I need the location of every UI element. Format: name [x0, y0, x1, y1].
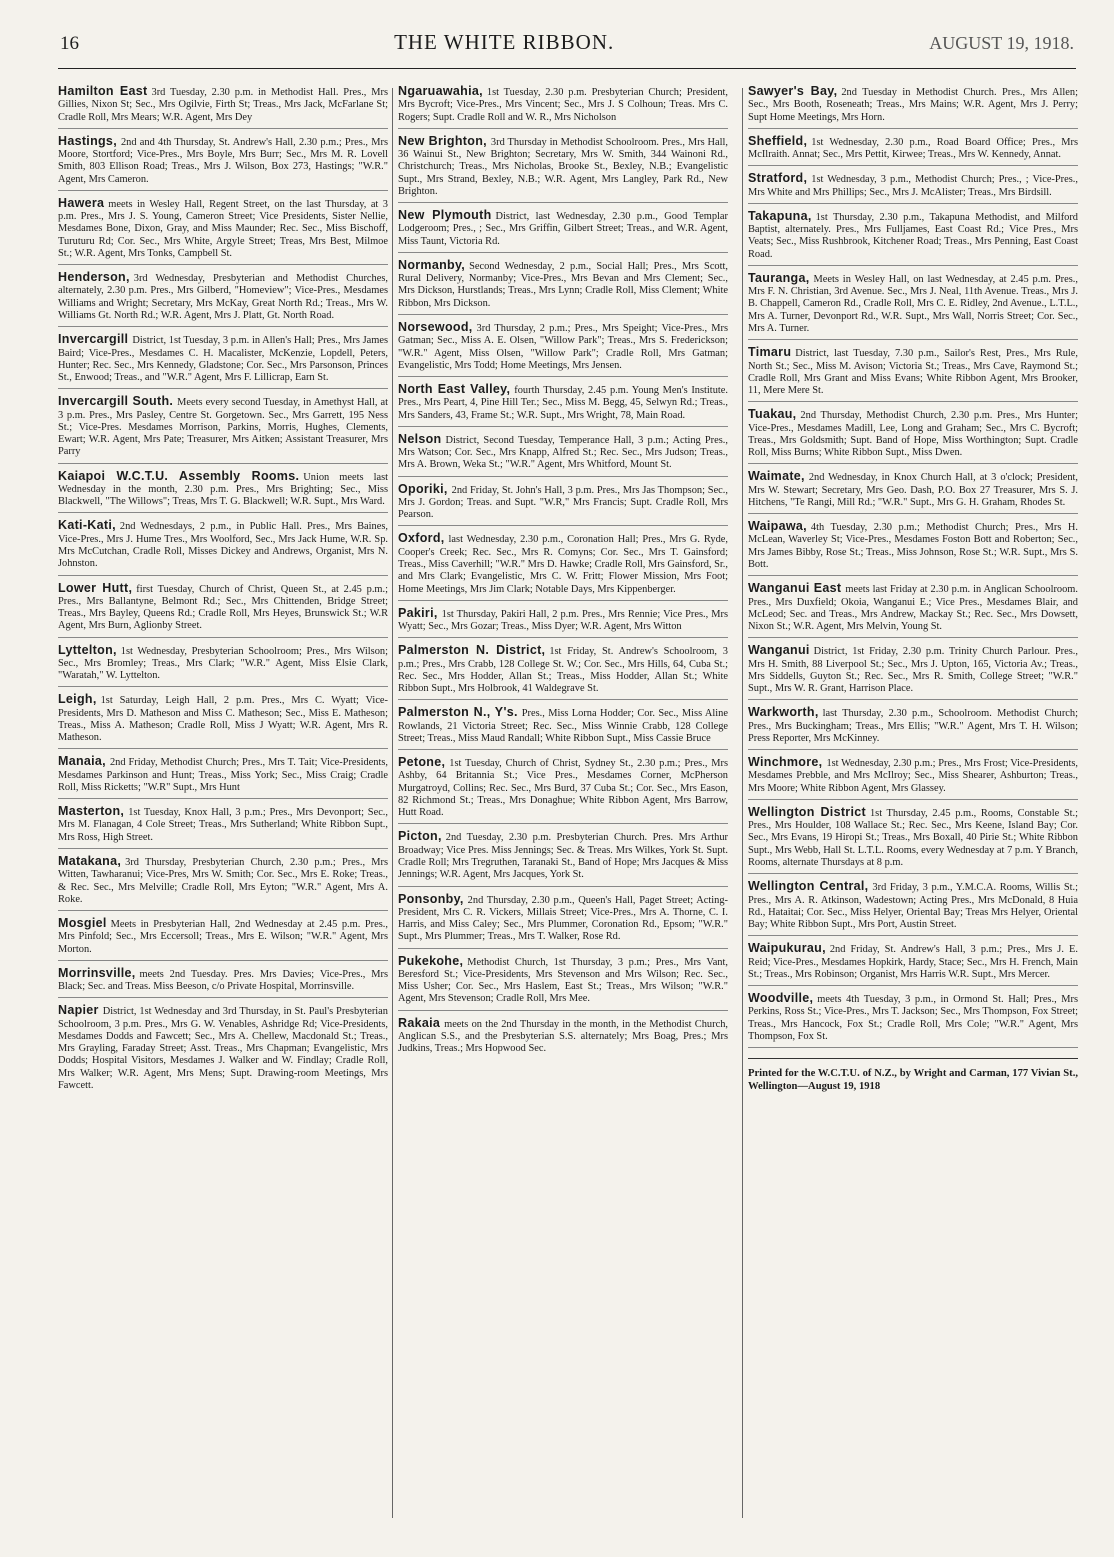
union-name: Norsewood, [398, 319, 473, 334]
union-details: District, 1st Friday, 2.30 p.m. Trinity Church Parlour. Pres., Mrs H. Smith, 88 Liverpool St.; Sec., Mrs J. Upton, 165, Victoria Av.; Treas., Mrs Siddells, Guyton St.; Rec. Sec., Mrs R. Smith, College Street; "W.R." Supt., Mrs W. R. Grant, Harrison Place. [748, 646, 1078, 695]
union-entry [748, 271, 1078, 340]
union-entry [398, 643, 728, 700]
union-details: 3rd Wednesday, Presbyterian and Methodist Churches, alternately, 2.30 p.m. Pres., Mrs Gilberd, "Homeview"; Vice-Pres., Mesdames Williams and Wright; Secretary, Mrs McKay, Great North Rd.; Treas., Mrs W. Williams Gt. North Rd.; W.R. Agent, Mrs J. Platt, Gt. North Road. [58, 273, 388, 321]
union-entry [58, 916, 388, 961]
union-details: first Tuesday, Church of Christ, Queen St., at 2.45 p.m.; Pres., Mrs Ballantyne, Belmont Rd.; Sec., Mrs Chittenden, Bridge Street; Treas., Mrs Bayley, Queens Rd.; Cradle Roll, Mrs Heyes, Brunswick St.; W.R Agent, Mrs Burn, Aglionby Street. [58, 583, 388, 632]
union-details: 2nd Wednesday, in Knox Church Hall, at 3 o'clock; President, Mrs W. Stewart; Secretary, Mrs Geo. Dash, P.O. Box 27 Treasurer, Mrs S. J. Hitchens, "Te Rangi, Mill Rd.; "W.R." Supt., Mrs G. H. Graham, Rhodes St. [748, 472, 1078, 508]
union-entry [58, 854, 388, 911]
union-details: 2nd Friday, St. Andrew's Hall, 3 p.m.; Pres., Mrs J. E. Reid; Vice-Pres., Mesdames Hopkirk, Hardy, Stace; Sec., Mrs H. French, Main St.; Treas., Mrs Robinson; Organist, Mrs Harris W.R. Supt., Mrs Mercer. [748, 944, 1078, 980]
union-entry [398, 892, 728, 949]
union-name: Warkworth, [748, 705, 819, 720]
union-details: 3rd Friday, 3 p.m., Y.M.C.A. Rooms, Willis St.; Pres., Mrs A. R. Atkinson, Wadestown; Acting Pres., Mrs McDonald, 8 Huia Rd., Hataitai; Cor. Sec., Miss Helyer, Oriental Bay; Treas Mrs Helyer, Oriental Bay; White Ribbon Supt., Mrs Port, Austin Street. [748, 882, 1078, 931]
union-entry [398, 482, 728, 527]
union-details: District, last Tuesday, 7.30 p.m., Sailor's Rest, Pres., Mrs Rule, North St.; Sec., Miss M. Avison; Victoria St.; Treas., Mrs Cave, Raymond St.; Cradle Roll, Mrs Grant and Miss Evans; White Ribbon Agent, Mrs Brooker, 11, Mere Mere St. [748, 348, 1078, 397]
union-name: Oporiki, [398, 481, 448, 496]
union-details: 4th Tuesday, 2.30 p.m.; Methodist Church; Pres., Mrs H. McLean, Waverley St; Vice-Pres., Mesdames Foston Bott and Roberton; Sec., Mrs James Bibby, Rose St.; Treas., Miss Johnson, Rose St.; W.R. Supt., Mrs S. Bott. [748, 522, 1078, 570]
union-details: Pres., Miss Lorna Hodder; Cor. Sec., Miss Aline Rowlands, 21 Victoria Street; Rec. Sec., Miss Winnie Crabb, 128 College Street; Treas., Miss Maud Randall; White Ribbon Supt., Miss Cassie Bruce [398, 708, 728, 744]
union-entry [748, 755, 1078, 800]
union-details: 1st Wednesday, 2.30 p.m.; Pres., Mrs Frost; Vice-Presidents, Mesdames Prebble, and Mrs McIlroy; Sec., Miss Shearer, Ashburton; Treas., Mrs Moore; White Ribbon Agent, Mrs Glassey. [748, 758, 1078, 794]
union-name: Palmerston N., Y's. [398, 705, 518, 720]
union-name: Morrinsville, [58, 965, 136, 980]
union-details: fourth Thursday, 2.45 p.m. Young Men's Institute. Pres., Mrs Peart, 4, Pine Hill Ter.; Sec., Miss M. Begg, 45, Selwyn Rd.; Treas., Mrs Sanders, 43, Frame St.; W.R. Supt., Mrs Wright, 78, Main Road. [398, 385, 728, 421]
union-entry [398, 320, 728, 377]
union-entry [748, 171, 1078, 204]
union-entry [748, 134, 1078, 167]
union-entry [58, 692, 388, 749]
union-name: Picton, [398, 829, 442, 844]
union-entry [58, 332, 388, 389]
union-name: Ngaruawahia, [398, 84, 483, 98]
union-name: Kati-Kati, [58, 518, 116, 533]
union-name: Petone, [398, 755, 446, 770]
union-name: Waipawa, [748, 519, 807, 534]
union-details: last Wednesday, 2.30 p.m., Coronation Hall; Pres., Mrs G. Ryde, Cooper's Creek; Rec. Sec., Mrs R. Comyns; Cor. Sec., Mrs T. Gainsford; Treas., Miss Caverhill; "W.R." Mrs D. Hawke; Cradle Roll, Mrs Gainsford, Sr., and Mrs Clark; Evangelistic, Mrs C. W. Fritt; Flower Mission, Mrs Foot; Home Meetings, Mrs Jim Clark; Notable Days, Mrs Kippenberger. [398, 534, 728, 595]
union-entry [58, 518, 388, 575]
union-name: Masterton, [58, 804, 125, 819]
union-details: Union meets last Wednesday in the month, 2.30 p.m. Pres., Mrs Brighting; Sec., Miss Blackwell, "The Willows"; Treas, Mrs T. G. Blackwell; W.R. Supt., Mrs Ward. [58, 471, 388, 508]
union-details: meets 4th Tuesday, 3 p.m., in Ormond St. Hall; Pres., Mrs Perkins, Ross St.; Vice-Pres., Mrs T. Jackson; Sec., Mrs Thompson, Fox Street; Treas., Mrs Hancock, Fox St.; Cradle Roll, Mrs Cole; "W.R." Agent, Mrs Thompson, Fox St. [748, 994, 1078, 1042]
printer-imprint: Printed for the W.C.T.U. of N.Z., by Wright and Carman, 177 Vivian St., Wellington—August 19, 1918 [748, 1058, 1078, 1093]
union-name: Waimate, [748, 469, 805, 484]
union-details: last Thursday, 2.30 p.m., Schoolroom. Methodist Church; Pres., Mrs Buckingham; Treas., Mrs Ellis; "W.R." Agent, Mrs T. H. Wilson; Press Reporter, Mrs McKinney. [748, 708, 1078, 744]
union-name: Normanby, [398, 257, 466, 272]
union-entry [748, 879, 1078, 936]
union-details: 1st Thursday, Pakiri Hall, 2 p.m. Pres., Mrs Rennie; Vice Pres., Mrs Wyatt; Sec., Mrs Gozar; Treas., Miss Dyer; W.R. Agent, Mrs Witton [398, 608, 728, 633]
union-details: 2nd Thursday, Methodist Church, 2.30 p.m. Pres., Mrs Hunter; Vice-Pres., Mesdames Madill, Lee, Long and Graham; Sec., Mrs C. Bycroft; Treas., Mrs Goldsmith; Supt. Band of Hope, Miss Worthington; Supt. Cradle Roll, Miss Burns; White Ribbon Supt., Miss Dwen. [748, 410, 1078, 459]
union-entry [748, 345, 1078, 402]
union-details: 2nd Tuesday in Methodist Church. Pres., Mrs Allen; Sec., Mrs Booth, Roseneath; Treas., Mrs Mains; W.R. Agent, Mrs J. Perry; Supt Home Meetings, Mrs Horn. [748, 87, 1078, 123]
column-2 [398, 84, 728, 1524]
union-name: Rakaia [398, 1015, 441, 1030]
column-1 [58, 84, 388, 1524]
union-name: Sawyer's Bay, [748, 84, 838, 98]
union-name: Hamilton East [58, 84, 148, 98]
union-details: 1st Wednesday, 3 p.m., Methodist Church; Pres., ; Vice-Pres., Mrs White and Mrs Phillips; Sec., Mrs J. McAlister; Treas., Mrs Birdsill. [748, 174, 1078, 198]
union-name: Wellington District [748, 804, 866, 819]
union-entry [398, 954, 728, 1011]
union-entry [398, 208, 728, 253]
column-divider [392, 88, 393, 1518]
union-details: meets last Friday at 2.30 p.m. in Anglican Schoolroom. Pres., Mrs Duxfield; Okoia, Wanganui E.; Vice Pres., Mesdames Blair, and McLeod; Sec. and Treas., Mrs Andrew, Mackay St.; Rec. Sec., Mrs Dowsett, Nixon St.; W.R. Agent, Mrs Melvin, Young St. [748, 584, 1078, 633]
union-name: Lower Hutt, [58, 580, 133, 595]
union-name: Manaia, [58, 754, 106, 769]
union-name: Lyttelton, [58, 642, 117, 657]
union-details: 3rd Tuesday, 2.30 p.m. in Methodist Hall. Pres., Mrs Gillies, Nixon St; Sec., Mrs Ogilvie, Firth St; Treas., Mrs Jack, McFarlane St; Cradle Roll, Mrs Mears; W.R. Agent, Mrs Dey [58, 87, 388, 123]
union-entry [748, 84, 1078, 129]
union-name: Hastings, [58, 133, 117, 148]
union-name: Takapuna, [748, 208, 812, 223]
union-details: Methodist Church, 1st Thursday, 3 p.m.; Pres., Mrs Vant, Beresford St.; Vice-Presidents, Mrs Stevenson and Mrs Wilson; Rec. Sec., Miss Usher; Cor. Sec., Mrs Haslem, East St.; Treas., Mrs Wilson; "W.R." Agent, Mrs Stevenson; Cradle Roll, Mrs Mee. [398, 956, 728, 1005]
union-details: 2nd Tuesday, 2.30 p.m. Presbyterian Church. Pres. Mrs Arthur Broadway; Vice Pres. Miss Jennings; Sec. & Treas. Mrs Wilkes, York St. Supt. Cradle Roll; Mrs Tregruthen, Taranaki St., Band of Hope; Mrs Jacques & Miss Jennings; W.R. Agent, Mrs Jacques, York St. [398, 832, 728, 881]
union-entry [748, 805, 1078, 874]
union-entry [748, 643, 1078, 700]
union-name: Wanganui [748, 643, 810, 658]
union-details: meets in Wesley Hall, Regent Street, on the last Thursday, at 3 p.m. Pres., Mrs J. S. Young, Cameron Street; Vice Presidents, Sister Nellie, Mesdames Bone, Dixon, Gray, and Miss Maunder; Rec. Sec., Miss Bischoff, Turuturu Rd; Cor. Sec., Mrs White, Argyle Street; Treas, Mrs Best, Milmoe St.; W.R. Agent, Mrs Tonks, Campbell St. [58, 198, 388, 259]
union-details: Meets in Presbyterian Hall, 2nd Wednesday at 2.45 p.m. Pres., Mrs Pinfold; Sec., Mrs Eccersoll; Treas., Mrs E. Wilson; "W.R." Agent, Mrs Morton. [58, 919, 388, 955]
union-entry [58, 84, 388, 129]
union-entry [748, 407, 1078, 464]
union-name: Invercargill [58, 332, 129, 347]
union-name: Palmerston N. District, [398, 643, 546, 658]
union-entry [58, 643, 388, 688]
union-details: 1st Friday, St. Andrew's Schoolroom, 3 p.m.; Pres., Mrs Crabb, 128 College St. W.; Cor. Sec., Mrs Hills, 64, Cuba St.; Rec. Sec., Mrs Hodder, Allan St.; Treas., Miss Hodder, Allan St.; White Ribbon Supt., Mrs Holbrook, 41 Waldegrave St. [398, 646, 728, 695]
union-entry [398, 1016, 728, 1060]
union-entry [748, 469, 1078, 514]
union-entry [398, 432, 728, 477]
union-entry [748, 209, 1078, 266]
union-details: 1st Wednesday, Presbyterian Schoolroom; Pres., Mrs Wilson; Sec., Mrs Bromley; Treas., Mrs Clark; "W.R." Agent, Miss Elsie Clark, "Waratah," W. Lyttelton. [58, 645, 388, 682]
union-entry [398, 705, 728, 750]
union-name: Pakiri, [398, 605, 438, 620]
union-name: Oxford, [398, 531, 445, 546]
issue-date: AUGUST 19, 1918. [929, 33, 1074, 53]
union-details: District, 1st Wednesday and 3rd Thursday, in St. Paul's Presbyterian Schoolroom, 3 p.m. Pres., Mrs G. W. Venables, Ashridge Rd; Vice-Presidents, Mesdames Dodds and Fawcett; Sec., Mrs A. Chellew, Macdonald St.; Treas., Mrs Grayling, Faraday Street; Asst. Treas., Mrs Chapman; Evangelistic, Mrs Dodds; Hospital Visitors, Mesdames J. Walker and W. Findlay; Cradle Roll, Mrs Walker; W.R. Agent, Mrs Mens; Supt. Drawing-room Meetings, Mrs Fawcett. [58, 1006, 388, 1091]
union-details: 2nd Thursday, 2.30 p.m., Queen's Hall, Paget Street; Acting-President, Mrs C. R. Vickers, Millais Street; Vice-Pres., Mrs A. Thorne, C. I. Harris, and Miss Caley; Sec., Mrs Plummer, Coronation Rd., Epsom; "W.R." Supt., Mrs Plummer; Treas., Mrs T. Walker, Rose Rd. [398, 894, 728, 943]
union-details: 2nd Friday, St. John's Hall, 3 p.m. Pres., Mrs Jas Thompson; Sec., Mrs J. Gordon; Treas. and Supt. "W.R," Mrs Francis; Supt. Cradle Roll, Mrs Pearson. [398, 484, 728, 521]
union-entry [58, 134, 388, 191]
page-number: 16 [60, 33, 79, 54]
union-name: Napier [58, 1003, 99, 1018]
directory-columns [58, 84, 1082, 1524]
union-entry [58, 270, 388, 327]
union-entry [748, 581, 1078, 638]
union-name: Timaru [748, 345, 792, 360]
union-entry [398, 382, 728, 427]
union-entry [398, 84, 728, 129]
union-entry [58, 581, 388, 638]
union-name: Pukekohe, [398, 953, 464, 968]
union-name: Tuakau, [748, 407, 797, 422]
union-entry [748, 705, 1078, 750]
union-entry [58, 394, 388, 463]
union-details: 2nd and 4th Thursday, St. Andrew's Hall, 2.30 p.m.; Pres., Mrs Moore, Stortford; Vice-Pres., Mrs Boyle, Mrs Burr; Sec., Mrs M. R. Lovell Smith, 803 Ellison Road; Treas., Mrs J. Wilson, Box 273, Hastings; "W.R." Agent, Mrs Cameron. [58, 136, 388, 185]
union-name: Wellington Central, [748, 879, 869, 894]
union-name: Nelson [398, 431, 442, 446]
union-entry [58, 966, 388, 999]
union-details: 1st Tuesday, Church of Christ, Sydney St., 2.30 p.m.; Pres., Mrs Ashby, 64 Britannia St.; Vice Pres., Mesdames Corner, McPherson Murgatroyd, Collins; Rec. Sec., Mrs Burd, 37 Cuba St.; Cor. Sec., Mrs Eason, 82 Richmond St.; Treas., Mrs Donaghue; White Ribbon Agent, Mrs Barrow, Hutt Road. [398, 758, 728, 819]
union-details: Meets every second Tuesday, in Amethyst Hall, at 3 p.m. Pres., Mrs Pasley, Centre St. Gorgetown. Sec., Mrs Garrett, 195 Ness St.; Vice-Pres. Mesdames Morrison, Parkins, Morris, Hughes, Clements, Ewart; W.R. Agent, Mrs Pate; Treasurer, Mrs Aitken; Assistant Treasurer, Mrs Parry [58, 397, 388, 458]
union-entry [58, 469, 388, 514]
union-entry [398, 531, 728, 600]
union-details: Meets in Wesley Hall, on last Wednesday, at 2.45 p.m. Pres., Mrs F. N. Christian, 3rd Avenue. Sec., Mrs J. Neal, 11th Avenue. Treas., Mrs J. B. Chappell, Cameron Rd., Cradle Roll, Mrs C. E. Ridley, 2nd Avenue., L.T.L., Mrs A. Turner, Devonport Rd., W.R. Supt., Mrs Wall, Norris Street; Cor. Sec., Mrs A. Turner. [748, 273, 1078, 334]
union-name: Stratford, [748, 171, 808, 186]
union-details: 2nd Wednesdays, 2 p.m., in Public Hall. Pres., Mrs Baines, Vice-Pres., Mrs J. Hume Tres., Mrs Woolford, Sec., Mrs Jack Hume, W.R. Sp. Mrs McCutchan, Cradle Roll, Misses Dickey and Andrews, Organist, Mrs N. Johnston. [58, 521, 388, 570]
union-entry [398, 829, 728, 886]
union-name: Wanganui East [748, 581, 842, 596]
page-header [60, 30, 1074, 64]
union-name: Henderson, [58, 270, 130, 285]
union-details: 1st Thursday, 2.45 p.m., Rooms, Constable St.; Pres., Mrs Houlder, 108 Wallace St.; Rec. Sec., Mrs Keene, Island Bay; Cor. Sec., Mrs Evans, 19 Hiropi St.; Treas., Mrs Boxall, 40 Pirie St.; White Ribbon Supt., Mrs Webb, Hall St. L.T.L. Rooms, every Wednesday at 7 p.m. Y Branch, Rooms, alternate Thursdays at 8 p.m. [748, 807, 1078, 869]
union-name: New Brighton, [398, 133, 487, 148]
union-details: 1st Saturday, Leigh Hall, 2 p.m. Pres., Mrs C. Wyatt; Vice-Presidents, Mrs D. Matheson and Miss C. Matheson; Sec., Miss E. Matheson; Treas., Miss A. Matheson; Cradle Roll, Miss J Wyatt; W.R. Agent, Mrs R. Matheson. [58, 695, 388, 744]
union-name: Winchmore, [748, 755, 823, 770]
union-details: 3rd Thursday in Methodist Schoolroom. Pres., Mrs Hall, 36 Wainui St., New Brighton; Secretary, Mrs W. Smith, 344 Wainoni Rd., Christchurch; Treas., Mrs Nicholas, Brooke St., Bexley, N.B.; Evangelistic Supt., Mrs Strand, Bexley, N.B.; W.R. Agent, Mrs Langley, Park Rd., New Brighton. [398, 136, 728, 197]
union-name: Sheffield, [748, 133, 808, 148]
header-rule [58, 68, 1076, 69]
union-name: Matakana, [58, 854, 122, 869]
union-name: Woodville, [748, 991, 814, 1006]
union-entry [58, 804, 388, 849]
union-entry [398, 134, 728, 203]
union-name: Hawera [58, 195, 105, 210]
union-name: Tauranga, [748, 270, 810, 285]
union-entry [398, 258, 728, 315]
union-name: North East Valley, [398, 382, 511, 397]
union-entry [58, 196, 388, 265]
union-details: District, 1st Tuesday, 3 p.m. in Allen's Hall; Pres., Mrs James Baird; Vice-Pres., Mesdames C. H. Macalister, McKenzie, Lopdell, Peters, Hunter; Rec. Sec., Mrs Kennedy, Gladstone; Cor. Sec., Mrs Parsonson, Princes St., Enwood; Treas., and "W.R." Agent, Mrs F. Lillicrap, Earn St. [58, 335, 388, 384]
union-entry [748, 991, 1078, 1048]
union-name: Kaiapoi W.C.T.U. Assembly Rooms. [58, 468, 300, 483]
union-name: Waipukurau, [748, 941, 826, 956]
union-name: Invercargill South. [58, 394, 174, 409]
column-3 [748, 84, 1078, 1524]
column-divider [742, 88, 743, 1518]
union-entry [748, 941, 1078, 986]
union-details: District, Second Tuesday, Temperance Hall, 3 p.m.; Acting Pres., Mrs Watson; Cor. Sec., Mrs Knapp, Alfred St.; Rec. Sec., Mrs Judson; Treas., Mrs A. Brown, Weka St.; "W.R." Agent, Mrs Whitford, Mount St. [398, 434, 728, 471]
union-entry [398, 606, 728, 639]
union-name: Mosgiel [58, 916, 107, 931]
union-name: New Plymouth [398, 208, 492, 223]
union-details: 1st Tuesday, Knox Hall, 3 p.m.; Pres., Mrs Devonport; Sec., Mrs M. Flanagan, 4 Cole Street; Treas., Mrs Sutherland; White Ribbon Supt., Mrs Ross, High Street. [58, 807, 388, 843]
union-details: Second Wednesday, 2 p.m., Social Hall; Pres., Mrs Scott, Rural Delivery, Normanby; Vice-Pres., Mrs Bevan and Mrs Clement; Sec., Mrs Dickson, Hurstlands; Treas., Mrs Lynn; Cradle Roll, Miss Clement; White Ribbon, Mrs Dickson. [398, 260, 728, 309]
masthead-title: THE WHITE RIBBON. [394, 30, 615, 54]
union-details: 1st Thursday, 2.30 p.m., Takapuna Methodist, and Milford Baptist, alternately. Pres., Mrs Fulljames, East Coast Rd.; Vice Pres., Mrs Veats; Sec., Miss Rushbrook, Kitchener Road; Treas., Mrs Penning, East Coast Road. [748, 211, 1078, 260]
union-details: 1st Tuesday, 2.30 p.m. Presbyterian Church; President, Mrs Bycroft; Vice-Pres., Mrs Vincent; Sec., Mrs J. S Colhoun; Treas. Mrs C. Rogers; Supt. Cradle Roll and W. R., Mrs Nicholson [398, 87, 728, 123]
union-details: 3rd Thursday, 2 p.m.; Pres., Mrs Speight; Vice-Pres., Mrs Gatman; Sec., Miss A. E. Olsen, "Willow Park"; Treas., Mrs S. Frederickson; "W.R." Agent, Miss Olsen, "Willow Park"; Cradle Roll, Mrs Gatman; Evangelistic, Mrs Todd; Home Meetings, Mrs Jensen. [398, 322, 728, 371]
union-details: meets 2nd Tuesday. Pres. Mrs Davies; Vice-Pres., Mrs Black; Sec. and Treas. Miss Beeson, c/o Private Hospital, Morrinsville. [58, 968, 388, 993]
union-entry [748, 519, 1078, 576]
union-details: District, last Wednesday, 2.30 p.m., Good Templar Lodgeroom; Pres., ; Sec., Mrs Griffin, Gilbert Street; Treas., and W.R. Agent, Miss Taunt, Victoria Rd. [398, 211, 728, 247]
union-name: Ponsonby, [398, 891, 464, 906]
union-entry [398, 755, 728, 824]
union-name: Leigh, [58, 692, 97, 707]
union-entry [58, 754, 388, 799]
union-details: 3rd Thursday, Presbyterian Church, 2.30 p.m.; Pres., Mrs Witten, Tawharanui; Vice-Pres, Mrs W. Smith; Cor. Sec., Mrs E. Roke; Treas., & Rec. Sec., Mrs Melville; Cradle Roll, Mrs Eyton; "W.R." Agent, Mrs A. Roke. [58, 857, 388, 905]
union-entry [58, 1003, 388, 1096]
union-details: meets on the 2nd Thursday in the month, in the Methodist Church, Anglican S.S., and the Presbyterian S.S. alternately; Mrs Boag, Pres.; Mrs Judkins, Treas.; Mrs Hopwood Sec. [398, 1018, 728, 1055]
union-details: 1st Wednesday, 2.30 p.m., Road Board Office; Pres., Mrs McIlraith. Annat; Sec., Mrs Pettit, Kirwee; Treas., Mrs W. Kennedy, Annat. [748, 136, 1078, 161]
union-details: 2nd Friday, Methodist Church; Pres., Mrs T. Tait; Vice-Presidents, Mesdames Parkinson and Hunt; Treas., Miss York; Sec., Miss Craig; Cradle Roll, Miss Ricketts; "W.R" Supt., Mrs Hunt [58, 757, 388, 793]
